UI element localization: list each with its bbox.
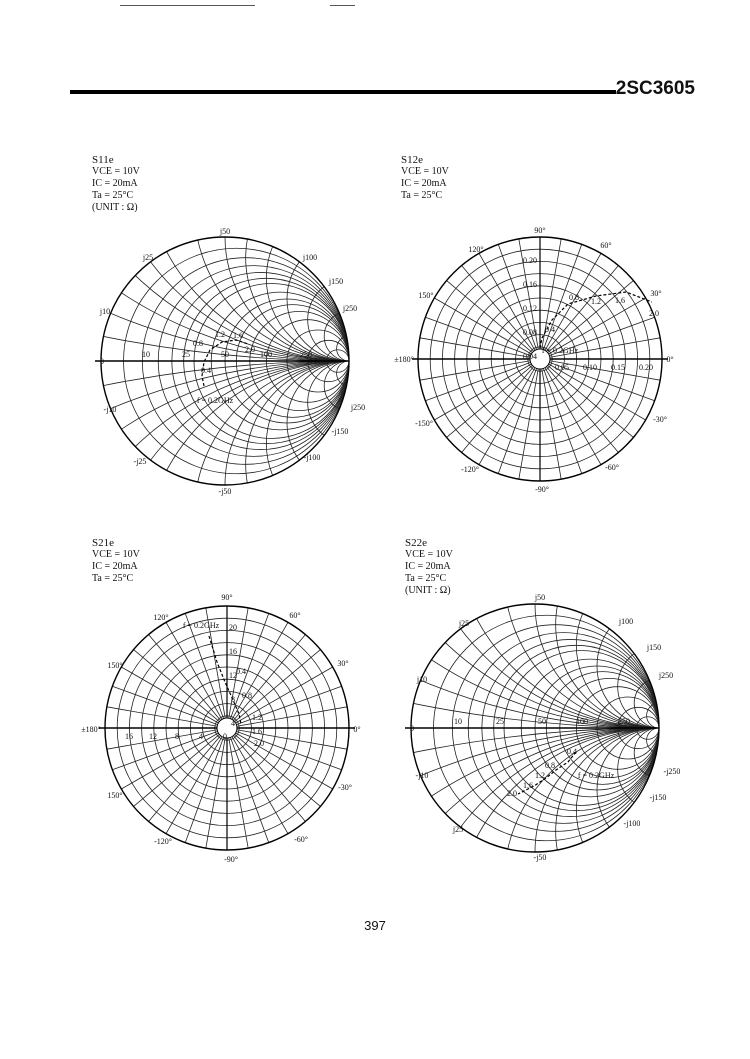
s11-cond-unit: (UNIT : Ω): [92, 202, 138, 213]
s11-label-bottom: j250: [350, 403, 366, 412]
s21-radial-label-v: 8: [231, 695, 235, 704]
s21-spoke: [134, 734, 220, 806]
s21-angle-label: 120°: [153, 613, 169, 622]
s21-angle-label: ±180°: [81, 725, 101, 734]
s12-angle-label: 60°: [600, 241, 612, 250]
s11-label-top: j100: [302, 253, 318, 262]
s22-freq-label: 1.2: [535, 771, 545, 780]
s12-angle-label: 0°: [666, 355, 674, 364]
s22-axis-label: 250: [618, 717, 630, 726]
s11-axis-label: 100: [260, 350, 272, 359]
s11-title: S11e: [92, 154, 114, 166]
s22-freq-label: 2.0: [507, 789, 517, 798]
s12-angle-label: 30°: [650, 289, 662, 298]
s22-freq-label: 0.8: [545, 761, 555, 770]
s22-label-bottom: -j10: [415, 771, 429, 780]
s21-angle-label: -120°: [154, 837, 172, 846]
s21-angle-label: -90°: [224, 855, 238, 864]
s22-axis-label: 10: [454, 717, 462, 726]
s11-axis-label: 250: [300, 350, 312, 359]
s22-conditions: [405, 537, 453, 597]
s21-spoke: [235, 734, 321, 806]
s12-cond-ic: IC = 20mA: [401, 178, 447, 189]
s21-spoke: [134, 650, 220, 722]
s12-angle-label: -90°: [535, 485, 549, 494]
s22-x-arc: [349, 728, 750, 1059]
s21-spoke: [206, 738, 225, 848]
s12-radial-label-h: 0.05: [555, 363, 569, 372]
page-number: 397: [364, 918, 386, 933]
s11-label-bottom: -j25: [133, 457, 147, 466]
s22-cond-ic: IC = 20mA: [405, 561, 451, 572]
s11-label-top: j10: [99, 307, 111, 316]
s12-freq-label: 2.0: [649, 309, 659, 318]
s22-label-top: j100: [618, 617, 634, 626]
s22-freq-label: 0.4: [567, 747, 577, 756]
s22-freq-label: 1.6: [523, 781, 533, 790]
s22-x-arc: [597, 728, 721, 852]
s22-cond-vce: VCE = 10V: [405, 549, 453, 560]
s21-radial-label-v: 20: [229, 623, 237, 632]
s22-chart-svg: [400, 592, 690, 864]
s12-spoke: [519, 369, 538, 479]
s21-spoke: [149, 635, 221, 721]
s12-freq-label: 1.6: [615, 296, 625, 305]
s11-axis-label: 50: [221, 350, 229, 359]
s12-freq-label: f = 0.2GHz: [541, 346, 579, 355]
s21-spoke: [235, 650, 321, 722]
s22-cond-ta: Ta = 25°C: [405, 573, 447, 584]
s21-chart-svg: [75, 592, 375, 864]
s21-spoke: [233, 736, 305, 822]
s12-radial-label-v: 0.04: [523, 352, 537, 361]
s22-label-top: j50: [534, 593, 546, 602]
s22-label-top: j10: [416, 675, 428, 684]
s12-freq-label: 0.4: [545, 325, 555, 334]
s12-angle-label: -60°: [605, 463, 619, 472]
s21-angle-label: 150°: [107, 661, 123, 670]
s12-spoke: [546, 266, 618, 352]
s21-radial-label-v: 16: [229, 647, 237, 656]
s22-label-top: j250: [658, 671, 674, 680]
s12-radial-label-h: 0.20: [639, 363, 653, 372]
s12-radial-label-v: 0.12: [523, 304, 537, 313]
s11-axis-label: 0: [100, 357, 104, 366]
s21-radial-label-v: 4: [231, 719, 235, 728]
s21-radial-label-h: 8: [175, 732, 179, 741]
header-rule: [70, 90, 616, 94]
s21-cond-ta: Ta = 25°C: [92, 573, 134, 584]
s21-cond-vce: VCE = 10V: [92, 549, 140, 560]
s12-freq-label: 0.8: [569, 293, 579, 302]
s22-freq-label: f = 0.2GHz: [577, 771, 615, 780]
s22-label-bottom: -j50: [533, 853, 547, 862]
s12-cond-vce: VCE = 10V: [401, 166, 449, 177]
s11-freq-label: 0.8: [193, 339, 203, 348]
s12-spoke: [462, 367, 534, 453]
s12-radial-label-v: 0.08: [523, 328, 537, 337]
s12-radial-label-v: 0.16: [523, 280, 537, 289]
s21-angle-label: 60°: [289, 611, 301, 620]
s11-label-top: j150: [328, 277, 344, 286]
s12-spoke: [447, 281, 533, 353]
s21-spoke: [107, 707, 217, 726]
s11-chart-svg: [99, 226, 366, 496]
s12-angle-label: 150°: [418, 291, 434, 300]
s12-freq-label: 1.2: [591, 297, 601, 306]
top-scan-line-short: [330, 5, 355, 6]
s12-angle-label: 90°: [534, 226, 546, 235]
s21-angle-label: 0°: [353, 725, 361, 734]
s12-angle-label: -120°: [461, 465, 479, 474]
s11-label-top: j25: [142, 253, 154, 262]
s21-freq-label: 2.0: [254, 739, 264, 748]
s21-angle-label: 150°: [107, 791, 123, 800]
s12-angle-label: ±180°: [394, 355, 414, 364]
s11-axis-label: 10: [142, 350, 150, 359]
s21-radial-label-v: 12: [229, 671, 237, 680]
s12-angle-label: -30°: [653, 415, 667, 424]
s12-chart-svg: [390, 226, 690, 496]
s12-polar-chart: [390, 226, 690, 501]
s12-angle-label: 120°: [468, 245, 484, 254]
s11-smith-chart: [99, 226, 366, 501]
s12-cond-ta: Ta = 25°C: [401, 190, 443, 201]
s21-radial-label-h: 4: [199, 732, 203, 741]
s21-spoke: [229, 738, 248, 848]
s12-radial-label-h: 0.15: [611, 363, 625, 372]
s11-cond-ic: IC = 20mA: [92, 178, 138, 189]
s11-freq-label: 1.6: [233, 331, 243, 340]
s22-label-bottom: -j250: [663, 767, 681, 776]
s21-angle-label: -30°: [338, 783, 352, 792]
s22-label-top: j150: [646, 643, 662, 652]
s21-freq-label: 0.4: [236, 667, 246, 676]
s21-radial-label-h: 12: [149, 732, 157, 741]
s11-label-top: j250: [342, 304, 358, 313]
s22-label-bottom: j25: [452, 825, 464, 834]
s22-x-arc: [597, 604, 721, 728]
s11-cond-ta: Ta = 25°C: [92, 190, 134, 201]
s22-smith-chart: [400, 592, 690, 869]
s12-spoke: [542, 369, 561, 479]
s11-label-bottom: -j100: [303, 453, 321, 462]
s12-title: S12e: [401, 154, 423, 166]
s21-freq-label: 1.2: [252, 713, 262, 722]
s12-conditions: [401, 154, 449, 202]
s11-label-bottom: -j50: [218, 487, 232, 496]
s12-radial-label-v: 0.20: [523, 256, 537, 265]
s11-freq-label: f = 0.2GHz: [196, 396, 234, 405]
s21-freq-label: f = 0.2GHz: [182, 621, 220, 630]
s12-spoke: [546, 367, 618, 453]
s22-axis-label: 100: [576, 717, 588, 726]
s11-label-top: j50: [219, 227, 231, 236]
s22-axis-label: 25: [496, 717, 504, 726]
s11-conditions: [92, 154, 140, 214]
s22-title: S22e: [405, 537, 427, 549]
top-scan-line: [120, 5, 255, 6]
s21-conditions: [92, 537, 140, 585]
s11-cond-vce: VCE = 10V: [92, 166, 140, 177]
s21-title: S21e: [92, 537, 114, 549]
s11-freq-label: 2.0: [245, 345, 255, 354]
s12-spoke: [548, 365, 634, 437]
s21-angle-label: -60°: [294, 835, 308, 844]
part-number: 2SC3605: [615, 78, 695, 99]
s21-polar-chart: [75, 592, 375, 869]
s12-radial-label-h: 0.10: [583, 363, 597, 372]
s11-label-bottom: -j10: [103, 405, 117, 414]
s21-spoke: [149, 736, 221, 822]
s22-label-bottom: -j100: [623, 819, 641, 828]
s11-freq-label: 1.2: [215, 330, 225, 339]
s12-angle-label: -150°: [415, 419, 433, 428]
s12-spoke: [548, 281, 634, 353]
s22-label-bottom: -j150: [649, 793, 667, 802]
s12-spoke: [420, 338, 530, 357]
s21-cond-ic: IC = 20mA: [92, 561, 138, 572]
s21-freq-label: 0.8: [242, 691, 252, 700]
s12-spoke: [447, 365, 533, 437]
s21-radial-label-h: 0: [223, 732, 227, 741]
s21-angle-label: 90°: [221, 593, 233, 602]
s21-spoke: [233, 635, 305, 721]
s21-radial-label-h: 16: [125, 732, 133, 741]
s22-axis-label: 50: [538, 717, 546, 726]
s21-angle-label: 30°: [337, 659, 349, 668]
s11-label-bottom: -j150: [331, 427, 349, 436]
s11-axis-label: 25: [182, 350, 190, 359]
s22-cond-unit: (UNIT : Ω): [405, 585, 451, 596]
s22-axis-label: 0: [410, 724, 414, 733]
s11-freq-label: 0.4: [201, 366, 211, 375]
s22-label-top: j25: [458, 619, 470, 628]
s21-freq-label: 1.6: [252, 727, 262, 736]
s12-spoke: [420, 361, 530, 380]
